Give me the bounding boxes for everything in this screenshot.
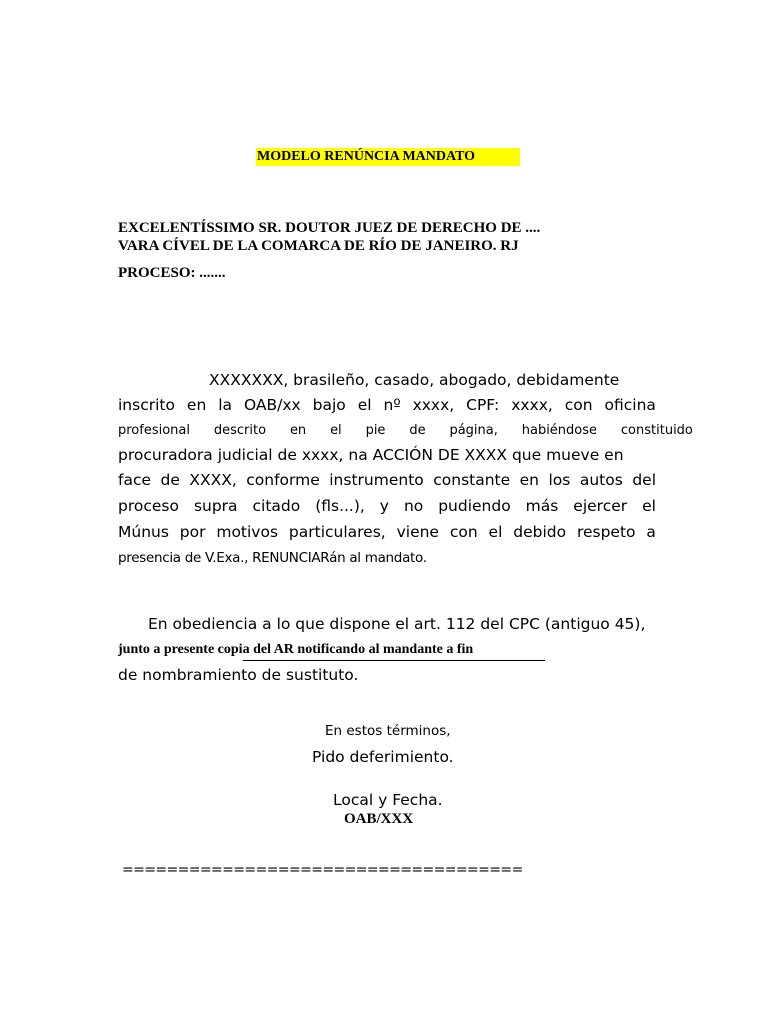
word: el <box>357 396 372 414</box>
word: descrito <box>213 423 267 438</box>
word: ejercer <box>573 497 628 515</box>
word: el <box>488 523 503 541</box>
word: respeto <box>576 523 636 541</box>
word: proceso <box>118 497 179 515</box>
word: página, <box>449 423 498 438</box>
word: inscrito <box>118 396 175 414</box>
word: en <box>519 471 540 489</box>
word: de <box>409 423 426 438</box>
paragraph1-line2 <box>118 393 656 418</box>
word: pie <box>365 423 386 438</box>
addressee-line-1: EXCELENTÍSSIMO SR. DOUTOR JUEZ DE DERECHO DE .... <box>118 220 541 236</box>
word: con <box>449 523 478 541</box>
paragraph2-line2 <box>118 640 545 661</box>
word: habiéndose <box>521 423 598 438</box>
word: citado <box>252 497 301 515</box>
paragraph1-line4: procuradora judicial de xxxx, na ACCIÓN DE XXXX que mueve en <box>118 446 624 464</box>
word: particulares, <box>288 523 386 541</box>
paragraph1-line3 <box>118 418 693 443</box>
word: Múnus <box>118 523 169 541</box>
paragraph2-line1: En obediencia a lo que dispone el art. 112 del CPC (antiguo 45), <box>148 615 646 633</box>
word: autos <box>579 471 623 489</box>
paragraph1-line8: presencia de V.Exa., RENUNCIARán al mandato. <box>118 550 427 566</box>
word: CPF: <box>466 396 500 414</box>
word: instrumento <box>329 471 424 489</box>
word: xxxx, <box>412 396 455 414</box>
word: constituido <box>620 423 693 438</box>
process-line: PROCESO: ....... <box>118 265 226 281</box>
word: motivos <box>216 523 279 541</box>
word: constante <box>433 471 511 489</box>
paragraph2-line2-underlined: a del AR notificando al mandante a fin <box>243 640 546 661</box>
paragraph1-line5 <box>118 468 656 493</box>
document-title: MODELO RENÚNCIA MANDATO <box>256 148 520 166</box>
word: (fls...), <box>315 497 365 515</box>
closing-oab: OAB/XXX <box>344 811 414 827</box>
paragraph1-line6 <box>118 494 656 519</box>
word: profesional <box>118 423 190 438</box>
word: los <box>548 471 571 489</box>
word: viene <box>396 523 439 541</box>
word: con <box>564 396 593 414</box>
word: por <box>179 523 206 541</box>
word: en <box>289 423 307 438</box>
word: bajo <box>312 396 346 414</box>
word: el <box>642 497 656 515</box>
signature-line: ==================================== <box>122 862 523 878</box>
word: nº <box>383 396 401 414</box>
paragraph1-line7 <box>118 520 656 545</box>
addressee-line-2: VARA CÍVEL DE LA COMARCA DE RÍO DE JANEIRO. RJ <box>118 238 519 254</box>
closing-terms: En estos términos, <box>325 723 451 739</box>
word: el <box>330 423 342 438</box>
word: pudiendo <box>438 497 511 515</box>
paragraph2-line3: de nombramiento de sustituto. <box>118 666 359 684</box>
word: xxxx, <box>511 396 553 414</box>
word: en <box>186 396 207 414</box>
word: más <box>525 497 559 515</box>
paragraph2-line2-prefix: junto a presente copi <box>118 642 243 657</box>
word: debido <box>513 523 567 541</box>
word: XXXX, <box>189 471 237 489</box>
word: conforme <box>246 471 320 489</box>
word: la <box>218 396 233 414</box>
closing-request: Pido deferimiento. <box>312 748 454 766</box>
paragraph1-line1: XXXXXXX, brasileño, casado, abogado, debidamente <box>209 371 620 389</box>
word: supra <box>193 497 238 515</box>
word: del <box>632 471 656 489</box>
word: y <box>379 497 389 515</box>
word: OAB/xx <box>243 396 301 414</box>
closing-place-date: Local y Fecha. <box>333 791 443 809</box>
word: a <box>646 523 656 541</box>
word: no <box>403 497 424 515</box>
word: oficina <box>604 396 656 414</box>
word: de <box>160 471 180 489</box>
word: face <box>118 471 152 489</box>
